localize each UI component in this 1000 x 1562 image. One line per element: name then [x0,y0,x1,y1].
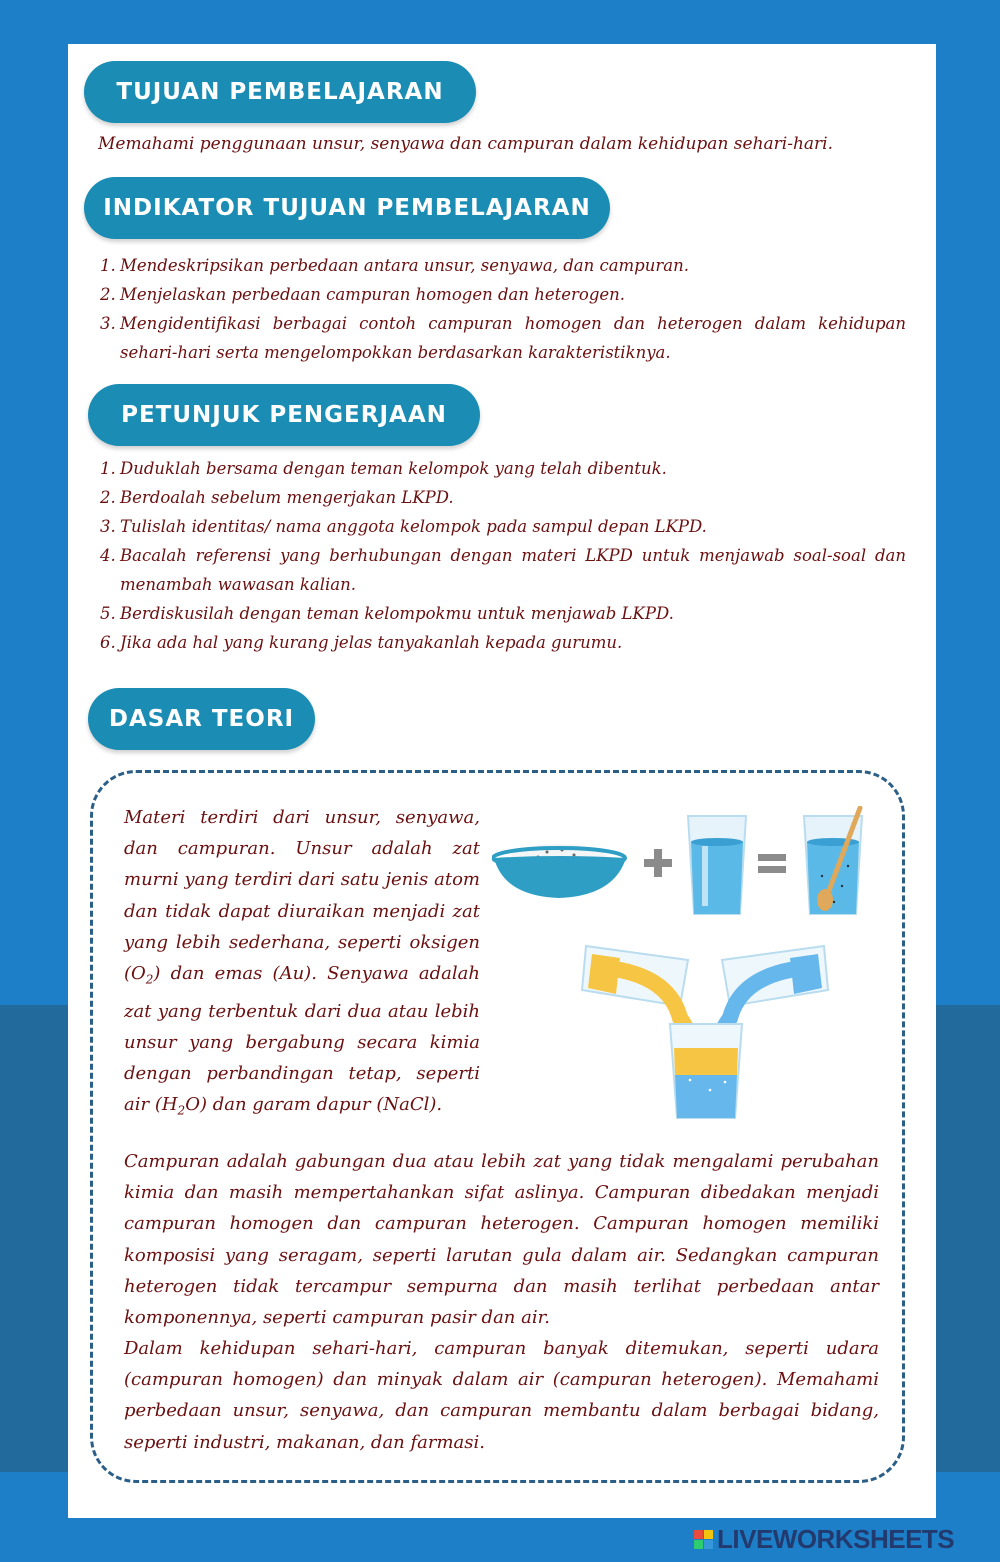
list-item [100,251,906,280]
theory-p1-part-a: Materi terdiri dari unsur, senyawa, dan campuran. Unsur adalah zat murni yang terdiri dari satu jenis atom dan tidak dapat diuraikan menjadi zat yang lebih sederhana, seperti oksigen (O [124,807,480,985]
section-header-petunjuk [88,384,480,446]
item-text: Tulislah identitas/ nama anggota kelompok pada sampul depan LKPD. [120,517,707,536]
item-text: Mengidentifikasi berbagai contoh campuran homogen dan heterogen dalam kehidupan sehari-hari serta mengelompokkan berdasarkan karakteristiknya. [120,314,906,362]
section-title: DASAR TEORI [108,706,295,732]
section-title: TUJUAN PEMBELAJARAN [116,79,444,105]
theory-p1-part-c: O) dan garam dapur (NaCl). [185,1094,443,1116]
section-header-dasar-teori [88,688,315,750]
pouring-illustration [580,940,830,1120]
petunjuk-list [100,454,906,657]
list-item [100,454,906,483]
item-number: 4. [100,546,116,565]
item-text: Jika ada hal yang kurang jelas tanyakanlah kepada gurumu. [120,633,623,652]
section-title: INDIKATOR TUJUAN PEMBELAJARAN [103,195,591,221]
indikator-list [100,251,906,367]
oxygen-subscript: 2 [145,972,154,987]
sugar-bowl-icon [493,844,626,898]
item-number: 3. [100,314,116,333]
theory-p1-part-b: ) dan emas (Au). Senyawa adalah zat yang terbentuk dari dua atau lebih unsur yang bergabung secara kimia dengan perbandingan tetap, seperti air (H [124,963,480,1116]
mixed-glass-icon [670,1024,742,1118]
solution-illustration [492,806,872,926]
item-number: 6. [100,633,116,652]
list-item [100,541,906,599]
water-subscript: 2 [177,1104,186,1119]
item-text: Berdiskusilah dengan teman kelompokmu untuk menjawab LKPD. [120,604,674,623]
item-text: Mendeskripsikan perbedaan antara unsur, senyawa, dan campuran. [120,256,689,275]
list-item [100,280,906,309]
item-text: Bacalah referensi yang berhubungan dengan materi LKPD untuk menjawab soal-soal dan menambah wawasan kalian. [120,546,906,594]
section-header-indikator [84,177,610,239]
item-number: 2. [100,488,116,507]
logo-text: LIVEWORKSHEETS [717,1523,955,1554]
list-item [100,628,906,657]
item-number: 5. [100,604,116,623]
theory-paragraph-3: Dalam kehidupan sehari-hari, campuran banyak ditemukan, seperti udara (campuran homogen) dan minyak dalam air (campuran heterogen). Memahami perbedaan unsur, senyawa, dan campuran membantu dalam berbagai bidang, seperti industri, makanan, dan farmasi. [124,1338,879,1453]
item-text: Duduklah bersama dengan teman kelompok yang telah dibentuk. [120,459,667,478]
list-item [100,309,906,367]
theory-paragraph-2: Campuran adalah gabungan dua atau lebih zat yang tidak mengalami perubahan kimia dan masih mempertahankan sifat aslinya. Campuran dibedakan menjadi campuran homogen dan campuran heterogen. Campuran homogen memiliki komposisi yang seragam, seperti larutan gula dalam air. Sedangkan campuran heterogen tidak tercampur sempurna dan masih terlihat perbedaan antar komponennya, seperti campuran pasir dan air. [124,1151,879,1329]
item-number: 2. [100,285,116,304]
plus-icon [644,849,672,877]
section-title: PETUNJUK PENGERJAAN [121,402,447,428]
liveworksheets-logo[interactable] [694,1524,954,1554]
item-number: 1. [100,459,116,478]
equals-icon [758,854,786,873]
tujuan-text: Memahami penggunaan unsur, senyawa dan campuran dalam kehidupan sehari-hari. [98,134,834,154]
item-text: Menjelaskan perbedaan campuran homogen dan heterogen. [120,285,626,304]
list-item [100,599,906,628]
water-glass-icon [688,816,746,914]
section-header-tujuan [84,61,476,123]
list-item [100,512,906,541]
item-number: 3. [100,517,116,536]
list-item [100,483,906,512]
theory-paragraph-1 [124,802,480,1127]
sugar-solution-glass-icon [804,808,862,914]
logo-mark-icon [694,1530,713,1549]
item-text: Berdoalah sebelum mengerjakan LKPD. [120,488,454,507]
item-number: 1. [100,256,116,275]
